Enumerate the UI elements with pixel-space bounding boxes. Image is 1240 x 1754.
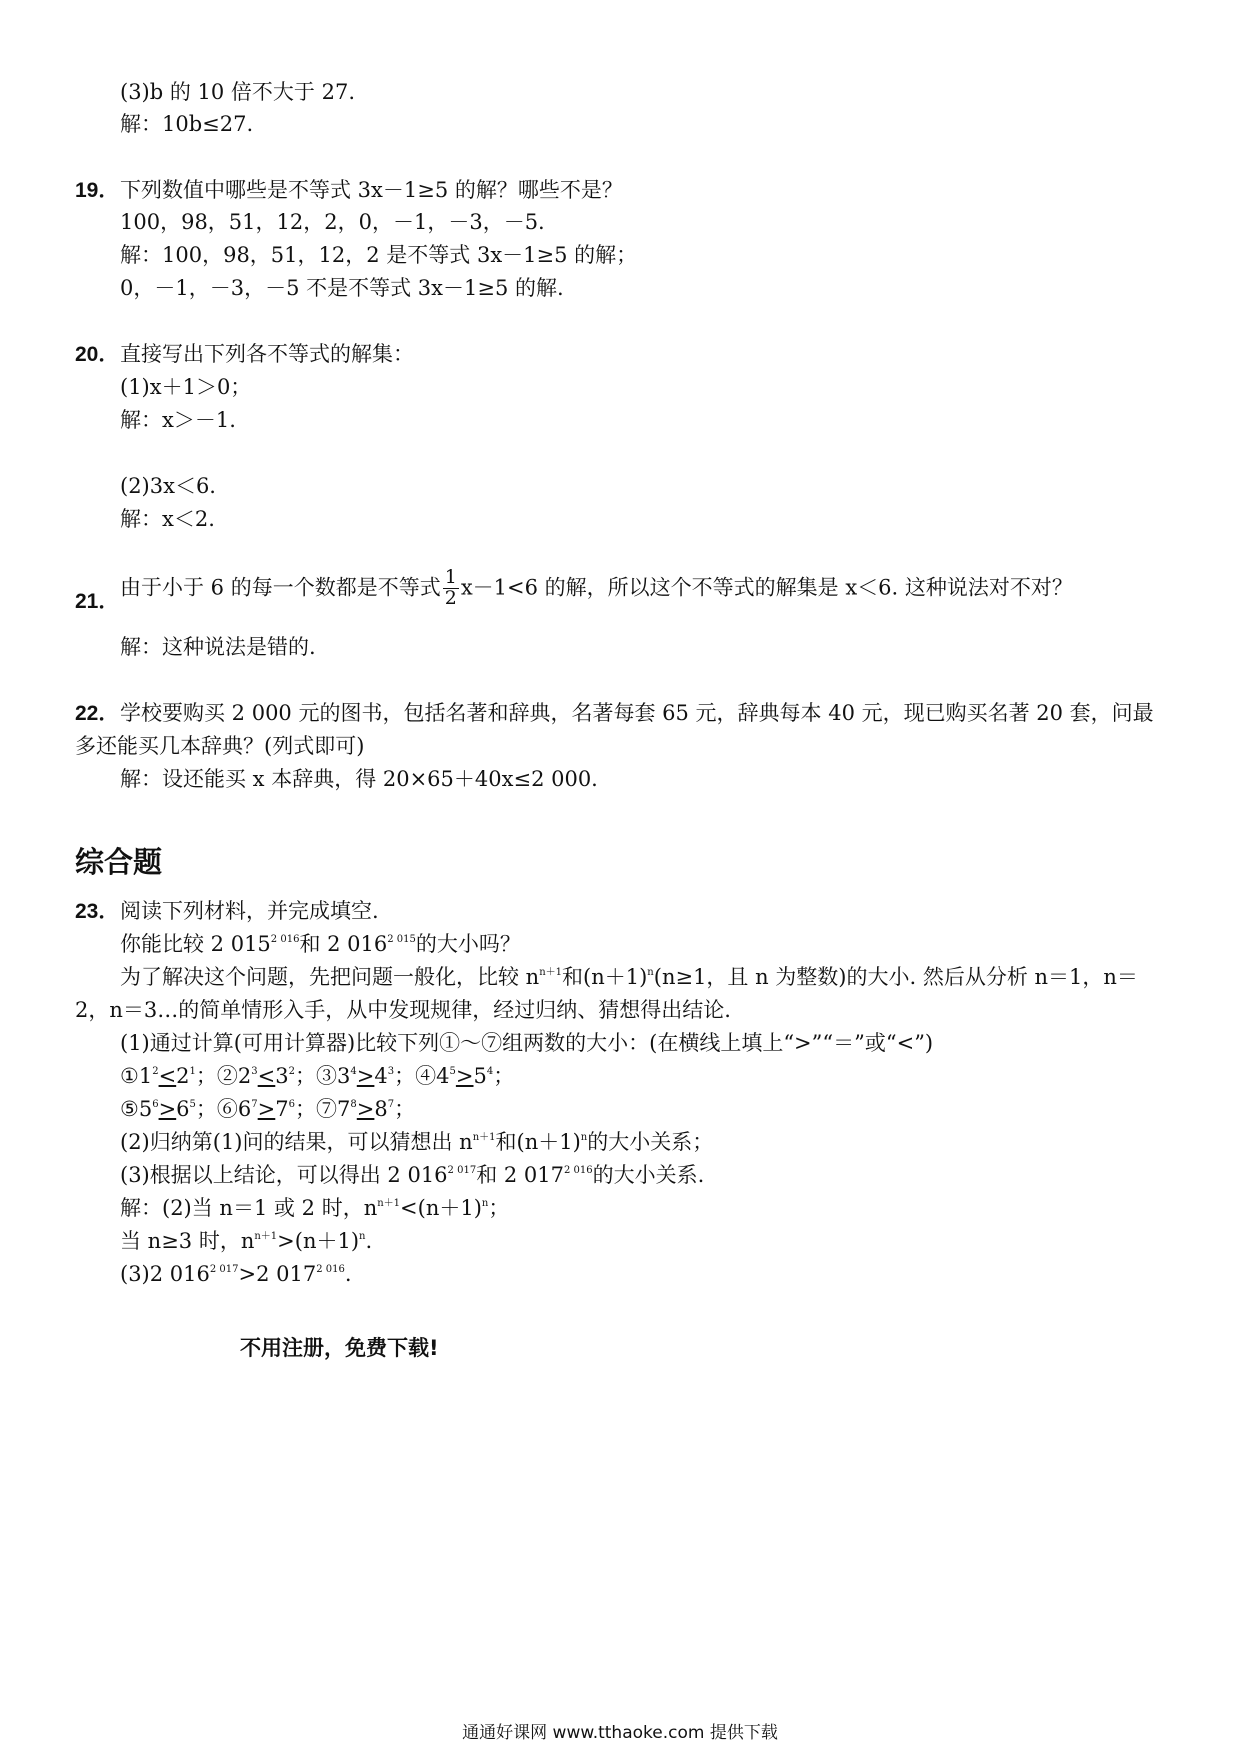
q23-material-line1: 你能比较 2 $015^{2 016}$和 2 $016^{2 015}$的大小吗？ — [120, 932, 521, 956]
q21-question-end: x－1<6 的解，所以这个不等式的解集是 x＜6. 这种说法对不对？ — [460, 575, 1073, 600]
q20-part1-answer: 解：x＞－1. — [120, 408, 236, 432]
q23-answer-line1: 解：(2)当 n＝1 或 2 时，$n^{n+1}<(n+1)^n$； — [120, 1196, 510, 1220]
q21-question — [120, 568, 1073, 608]
comparison-blank: < — [257, 1064, 276, 1088]
comparison-blank: > — [356, 1064, 375, 1088]
q23-part3: (3)根据以上结论，可以得出 2 $016^{2 017}$和 2 $017^{2 016}$的大小关系. — [120, 1163, 705, 1187]
q18-part3: (3)b 的 10 倍不大于 27. — [120, 80, 356, 104]
comparison-item: $⑤5^6>6^5$； — [120, 1097, 217, 1121]
q23-number: 23． — [75, 900, 120, 923]
q23-material-line2: 为了解决这个问题，先把问题一般化，比较 $n^{n+1}$和$(n+1)^n(n\ge 1$，且 n 为整数)的大小. 然后从分析 n＝1，n＝ — [120, 965, 1138, 989]
free-download-notice: 不用注册，免费下载! — [240, 1336, 439, 1360]
q21-number: 21． — [75, 590, 120, 613]
q21-answer: 解：这种说法是错的. — [120, 635, 316, 659]
q23-comparisons-row1 — [120, 1066, 514, 1087]
section-title: 综合题 — [75, 845, 163, 879]
comparison-item: $⑦7^8>8^7$； — [316, 1097, 416, 1121]
comparison-item: $①1^2<2^1$； — [120, 1064, 217, 1088]
q22-question-line1: 学校要购买 2 000 元的图书，包括名著和辞典，名著每套 65 元，辞典每本 40 元，现已购买名著 20 套，问最 — [120, 701, 1154, 725]
q19-number: 19． — [75, 179, 120, 202]
q19-answer-line2: 0，－1，－3，－5 不是不等式 3x－1≥5 的解. — [120, 276, 564, 300]
q18-answer: 解：10b≤27. — [120, 112, 254, 136]
q19-values: 100，98，51，12，2，0，－1，－3，－5. — [120, 210, 545, 234]
comparison-blank: > — [158, 1097, 177, 1121]
q23-part1: (1)通过计算(可用计算器)比较下列①～⑦组两数的大小：(在横线上填上“>”“＝”或“<”) — [120, 1031, 934, 1055]
comparison-blank: > — [455, 1064, 474, 1088]
q22-number: 22． — [75, 702, 120, 725]
one-half-fraction: $\frac{1}{2}$ — [444, 566, 457, 609]
q20-question: 直接写出下列各不等式的解集： — [120, 342, 414, 366]
q19-answer-line1: 解：100，98，51，12，2 是不等式 3x－1≥5 的解； — [120, 243, 638, 267]
comparison-blank: > — [257, 1097, 276, 1121]
q20-number: 20． — [75, 343, 120, 366]
q23-answer-line2: 当 n≥3 时，$n^{n+1}>(n+1)^n$. — [120, 1229, 373, 1253]
q23-answer-line3: (3)2 $016^{2 017}>2$ $017^{2 016}$. — [120, 1262, 352, 1286]
comparison-blank: > — [356, 1097, 375, 1121]
q21-question-start: 由于小于 6 的每一个数都是不等式 — [120, 575, 441, 600]
q23-question: 阅读下列材料，并完成填空. — [120, 899, 379, 923]
comparison-blank: < — [158, 1064, 177, 1088]
q23-part2: (2)归纳第(1)问的结果，可以猜想出 $n^{n+1}$和$(n+1)^n$的大小关系； — [120, 1130, 714, 1154]
q23-material-line3: 2，n＝3…的简单情形入手，从中发现规律，经过归纳、猜想得出结论. — [75, 998, 731, 1022]
q22-question-line2: 多还能买几本辞典？(列式即可) — [75, 734, 365, 758]
q23-comparisons-row2 — [120, 1099, 415, 1120]
comparison-item: $④4^5>5^4$； — [415, 1064, 515, 1088]
comparison-item: $⑥6^7>7^6$； — [216, 1097, 317, 1121]
footer: 通通好课网 www.tthaoke.com 提供下载 — [462, 1723, 778, 1743]
q20-part2-answer: 解：x＜2. — [120, 507, 215, 531]
q20-part1: (1)x＋1＞0； — [120, 375, 252, 399]
q19-question: 下列数值中哪些是不等式 3x－1≥5 的解？哪些不是？ — [120, 178, 623, 202]
q20-part2: (2)3x＜6. — [120, 474, 216, 498]
comparison-item: $②2^3<3^2$； — [216, 1064, 317, 1088]
q22-answer: 解：设还能买 x 本辞典，得 20×65＋40x≤2 000. — [120, 767, 598, 791]
comparison-item: $③3^4>4^3$； — [316, 1064, 416, 1088]
